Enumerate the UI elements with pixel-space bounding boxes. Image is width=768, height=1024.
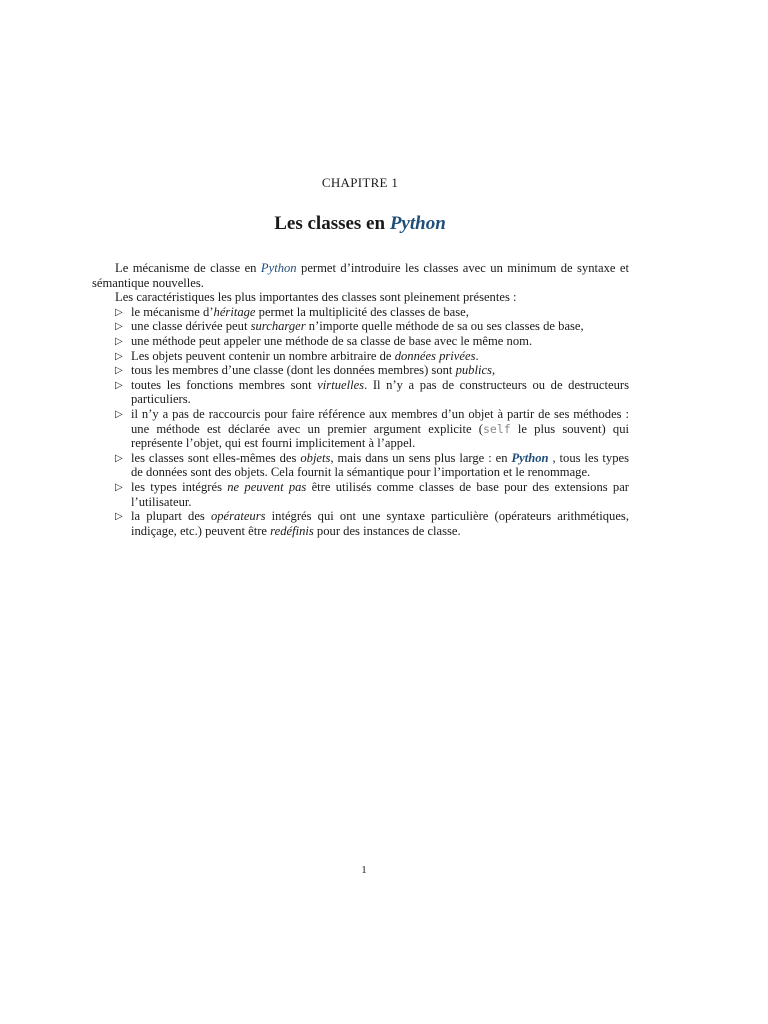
python-term: Python <box>511 450 549 465</box>
item-text: les types intégrés <box>131 479 228 494</box>
item-text: être utilisés comme classes de base pour des extensions par l’utilisateur. <box>131 479 629 509</box>
item-text: tous les membres d’une classe (dont les données membres) sont <box>131 363 456 378</box>
intro-paragraph <box>92 261 629 290</box>
item-text: permet la multiplicité des classes de base, <box>255 304 469 319</box>
item-emphasis: opérateurs <box>210 509 266 524</box>
list-item <box>92 378 629 407</box>
list-item <box>92 305 629 320</box>
features-list <box>92 305 629 539</box>
item-text: une classe dérivée peut <box>131 319 251 334</box>
chapter-title-python: Python <box>389 213 446 234</box>
item-text: une méthode peut appeler une méthode de sa classe de base avec le même nom. <box>131 333 533 348</box>
item-text: les classes sont elles-mêmes des <box>131 450 301 465</box>
chapter-body <box>92 261 629 538</box>
triangle-bullet-icon: ▷ <box>115 379 123 391</box>
triangle-bullet-icon: ▷ <box>115 481 123 493</box>
features-intro: Les caractéristiques les plus importantes des classes sont pleinement présentes : <box>115 290 517 305</box>
triangle-bullet-icon: ▷ <box>115 306 123 318</box>
chapter-title <box>0 213 720 235</box>
item-emphasis: surcharger <box>250 319 306 334</box>
item-text: . Il n’y a pas de constructeurs ou de destructeurs particuliers. <box>131 377 630 407</box>
list-item <box>92 407 629 451</box>
triangle-bullet-icon: ▷ <box>115 452 123 464</box>
list-item <box>92 480 629 509</box>
list-item <box>92 451 629 480</box>
triangle-bullet-icon: ▷ <box>115 350 123 362</box>
list-item <box>92 319 629 334</box>
item-text: toutes les fonctions membres sont <box>131 377 318 392</box>
page-number: 1 <box>361 864 367 876</box>
item-emphasis: redéfinis <box>270 523 314 538</box>
code-self: self <box>482 421 511 436</box>
list-item <box>92 349 629 364</box>
python-term: Python <box>260 261 297 275</box>
intro-text-a: Le mécanisme de classe en <box>115 261 261 275</box>
intro-text-b: permet d’introduire les classes avec un minimum de syntaxe et sémantique nouvelles. <box>92 261 630 290</box>
triangle-bullet-icon: ▷ <box>115 335 123 347</box>
item-emphasis: objets <box>300 450 331 465</box>
list-item <box>92 509 629 538</box>
item-text: , tous les types de données sont des objets. Cela fournit la sémantique pour l’importation et le renommage. <box>131 450 629 480</box>
item-text: la plupart des <box>131 509 211 524</box>
item-text: , mais dans un sens plus large : en <box>330 450 512 465</box>
chapter-title-prefix: Les classes en <box>274 213 390 234</box>
item-text: le plus souvent) qui représente l’objet, qui est fourni implicitement à l’appel. <box>131 421 630 451</box>
list-item <box>92 334 629 349</box>
triangle-bullet-icon: ▷ <box>115 365 123 377</box>
triangle-bullet-icon: ▷ <box>115 511 123 523</box>
item-emphasis: données privées <box>394 348 476 363</box>
item-text: pour des instances de classe. <box>313 523 461 538</box>
item-text: . <box>475 348 479 363</box>
triangle-bullet-icon: ▷ <box>115 408 123 420</box>
item-emphasis: héritage <box>213 304 256 319</box>
item-text: n’importe quelle méthode de sa ou ses classes de base, <box>305 319 584 334</box>
item-text: , <box>491 363 496 378</box>
item-emphasis: publics <box>455 363 492 378</box>
item-text: le mécanisme d’ <box>131 304 214 319</box>
item-emphasis: ne peuvent pas <box>227 479 307 494</box>
chapter-label: CHAPITRE 1 <box>321 175 399 190</box>
list-item <box>92 363 629 378</box>
item-text: intégrés qui ont une syntaxe particulière (opérateurs arithmétiques, indiçage, etc.) peuvent être <box>131 509 629 538</box>
item-emphasis: virtuelles <box>317 377 365 392</box>
triangle-bullet-icon: ▷ <box>115 321 123 333</box>
item-text: il n’y a pas de raccourcis pour faire référence aux membres d’un objet à partir de ses méthodes : une méthode est déclarée avec un premier argument explicite ( <box>131 406 629 436</box>
item-text: Les objets peuvent contenir un nombre arbitraire de <box>131 348 395 363</box>
